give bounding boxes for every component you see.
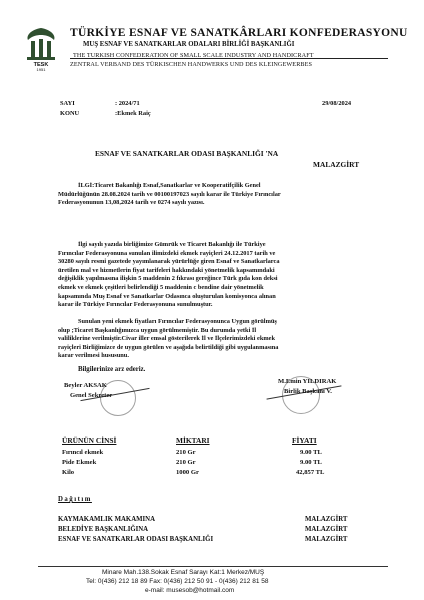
- body-line: karar ile Türkiye Fırıncılar Federasyonuna sunulmuştur.: [58, 301, 213, 309]
- left-signer-title: Genel Sekreter: [70, 392, 113, 399]
- distribution-recipient: ESNAF VE SANATKARLAR ODASI BAŞKANLIĞI: [58, 536, 214, 543]
- table-header-amount: MİKTARI: [176, 436, 210, 445]
- closing-text: Bilgilerinize arz ederiz.: [78, 366, 146, 373]
- org-subtitle: MUŞ ESNAF VE SANATKARLAR ODALARI BİRLİĞİ BAŞKANLIĞI: [83, 41, 295, 48]
- letter-date: 29/08/2024: [322, 100, 352, 107]
- recipient-line-2: MALAZGİRT: [313, 160, 360, 169]
- body2-paragraph: [58, 318, 364, 361]
- table-cell: 210 Gr: [176, 459, 196, 466]
- body-line: değişiklik yapılmasına ilişkin 5 maddenin 2 fıkrası gereğince Türk gıda kon deksi: [58, 275, 278, 283]
- table-cell: Fırıncıl ekmek: [62, 449, 104, 456]
- distribution-city: MALAZGİRT: [305, 516, 348, 523]
- footer-address: Minare Mah.138.Sokak Esnaf Sarayı Kat:1 Merkez/MUŞ: [102, 569, 265, 576]
- konu-value: :Ekmek Raiç: [115, 110, 151, 117]
- sayi-value: : 2024/71: [115, 100, 140, 107]
- ilgi-line: Müdürlüğünün 28.08.2024 tarih ve 00100197023 sayılı karar ile Türkiye Fırıncılar: [58, 190, 281, 198]
- right-signer-name: M.Emin YILDIRAK: [278, 378, 337, 385]
- svg-text:1951: 1951: [36, 67, 46, 72]
- body-paragraph: [58, 241, 364, 310]
- footer-email: e-mail: musesob@hotmail.com: [145, 587, 235, 594]
- body-line: üretilen mal ve hizmetlerin fiyat tarifeleri hakkındaki yönetmelik kapsamındaki: [58, 266, 275, 274]
- table-cell: Kilo: [62, 469, 75, 476]
- table-cell: 42,857 TL: [296, 469, 325, 476]
- body2-line: valiliklerine verilmiştir.Civar iller emsal gösterilerek İl ve İlçelerimizdeki ekmek: [58, 335, 275, 343]
- table-cell: 9.00 TL: [300, 459, 322, 466]
- footer-divider: [38, 566, 388, 567]
- distribution-label: Dağıtım: [58, 496, 92, 503]
- org-german-name: ZENTRAL VERBAND DES TÜRKISCHEN HANDWERKS UND DES KLEINGEWERBES: [70, 61, 313, 68]
- body-line: kapsamında Muş Esnaf ve Sanatkarlar Odasınca oluşturulan komisyonca alınan: [58, 292, 276, 300]
- body2-line: olup ;Ticaret Başkanlığımızca uygun görülmemiştir. Bu durumda yetki İl: [58, 326, 257, 334]
- ilgi-line: İLGİ:Ticaret Bakanlığı Esnaf,Sanatkarlar ve Kooperatifçilik Genel: [78, 182, 261, 189]
- table-header-price: FİYATI: [292, 436, 317, 445]
- right-signer-title: Birlik Başkanı V.: [284, 388, 332, 395]
- table-cell: 9.00 TL: [300, 449, 322, 456]
- svg-text:TESK: TESK: [33, 62, 49, 68]
- sayi-label: SAYI: [60, 100, 75, 107]
- body2-line: rayiçleri Birliğimizce de uygun görülen ve aşağıda belirtildiği gibi uygulanmasına: [58, 343, 279, 351]
- distribution-recipient: KAYMAKAMLIK MAKAMINA: [58, 516, 155, 523]
- table-header-product: ÜRÜNÜN CİNSİ: [62, 436, 117, 445]
- body2-line: Sunulan yeni ekmek fiyatları Fırıncılar Federasyonunca Uygun görülmüş: [78, 318, 277, 325]
- tesk-logo-icon: [22, 26, 60, 72]
- table-cell: 210 Gr: [176, 449, 196, 456]
- body-line: ekmek ve ekmek çeşitleri belirlendiği 5 maddenin c bendine dair yönetmelik: [58, 283, 264, 291]
- org-english-name: THE TURKISH CONFEDERATION OF SMALL SCALE INDUSTRY AND HANDICRAFT: [73, 52, 314, 59]
- distribution-city: MALAZGİRT: [305, 526, 348, 533]
- body-line: İlgi sayılı yazıda birliğimize Gümrük ve Ticaret Bakanlığı ile Türkiye: [78, 241, 266, 248]
- konu-label: KONU: [60, 110, 80, 117]
- body-line: Fırıncılar Federasyonuna sunulan ilimizdeki ekmek rayiçleri 24.12.2017 tarih ve: [58, 249, 276, 257]
- ilgi-line: Federasyonunun 13,08,2024 tarih ve 0274 sayılı yazısı.: [58, 199, 205, 207]
- distribution-recipient: BELEDİYE BAŞKANLIĞINA: [58, 526, 149, 533]
- header-divider: [70, 58, 388, 59]
- org-title: TÜRKİYE ESNAF VE SANATKÂRLARI KONFEDERASYONU: [70, 27, 408, 39]
- body-line: 30280 sayılı resmi gazetede yayımlanarak yürürlüğe giren Esnaf ve Sanatkarlarca: [58, 258, 280, 266]
- body2-line: karar verilmesi hususunu.: [58, 352, 129, 360]
- recipient-line-1: ESNAF VE SANATKARLAR ODASI BAŞKANLIĞI 'NA: [95, 149, 279, 158]
- footer-phones: Tel: 0(436) 212 18 89 Fax: 0(436) 212 50 91 - 0(436) 212 81 58: [86, 578, 269, 585]
- left-signer-name: Beyler AKSAK: [64, 382, 107, 389]
- ilgi-paragraph: [58, 182, 364, 208]
- distribution-city: MALAZGİRT: [305, 536, 348, 543]
- table-cell: Pide Ekmek: [62, 459, 97, 466]
- table-cell: 1000 Gr: [176, 469, 199, 476]
